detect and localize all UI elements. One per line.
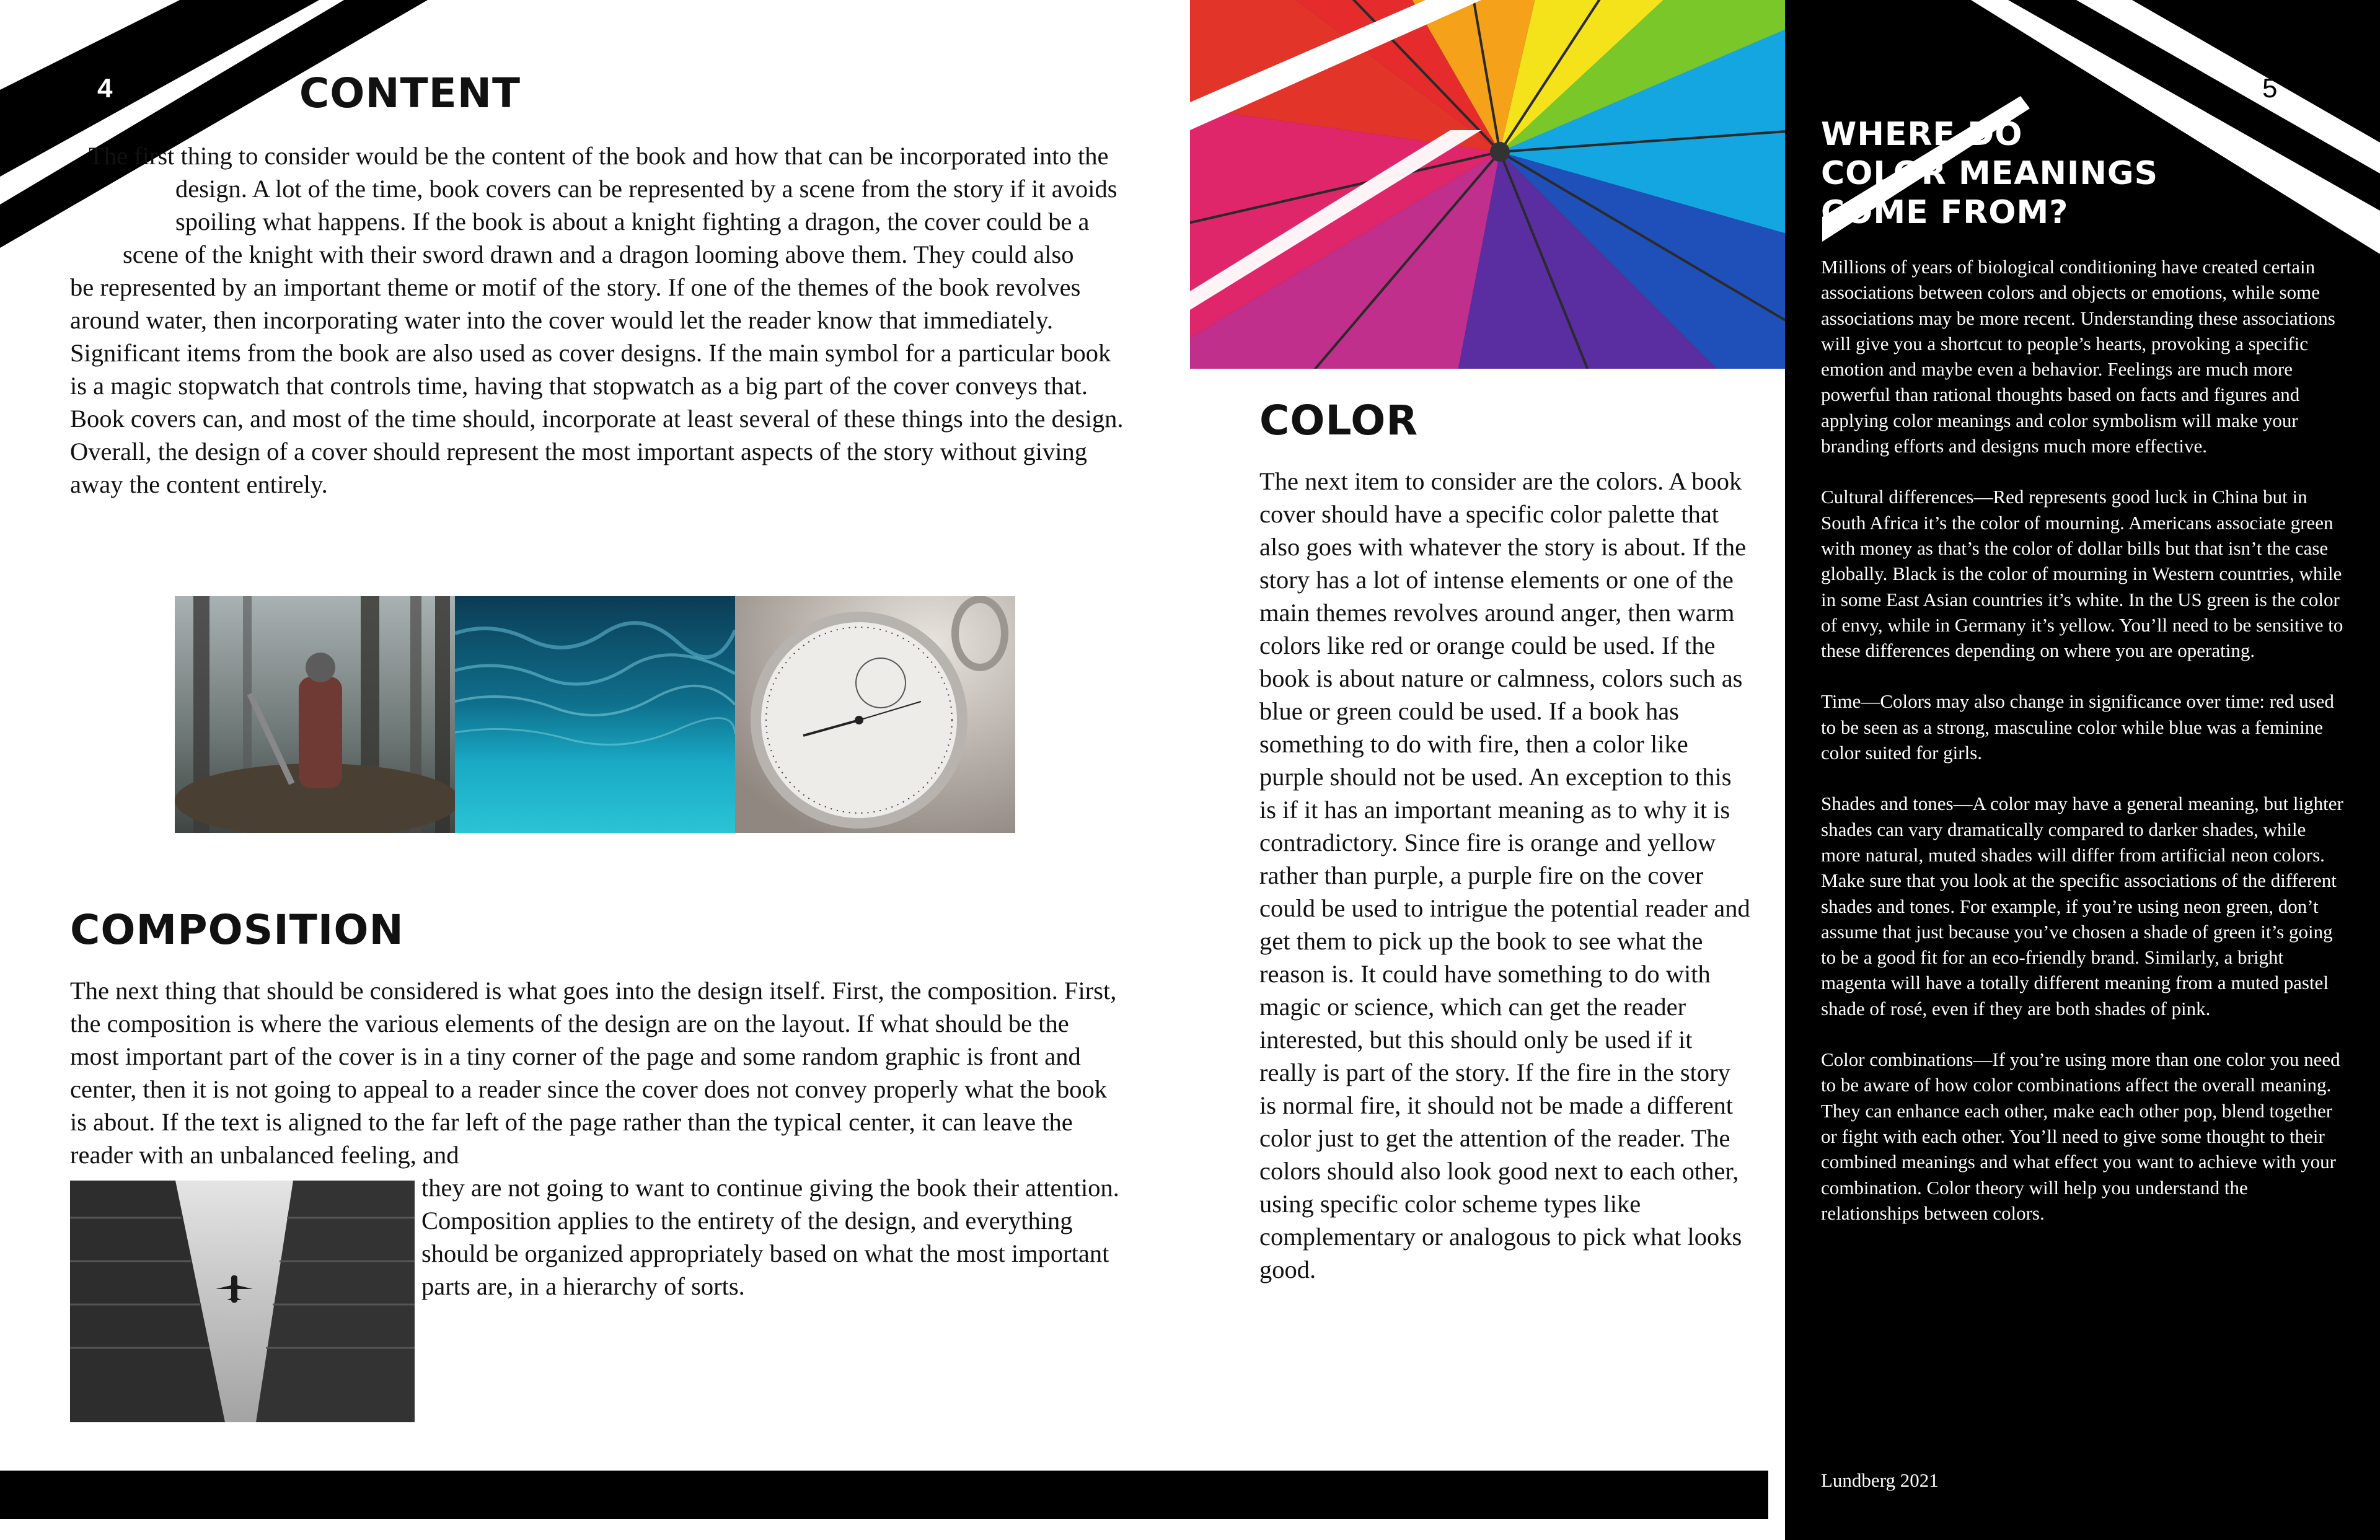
sidebar-heading-line-2: COLOR MEANINGS [1821,155,2159,192]
sidebar-heading [1821,115,2329,232]
sidebar-footer: Lundberg 2021 [1821,1469,1939,1491]
sidebar-paragraph-3: Time—Colors may also change in significance over time: red used to be seen as a strong, masculine color while blue was a feminine color suited for girls. [1821,690,2334,764]
underwater-photo [455,596,735,833]
content-heading: CONTENT [299,69,521,117]
page-number-right: 5 [2262,73,2278,103]
sidebar-paragraph-5: Color combinations—If you’re using more than one color you need to be aware of how color combinations affect the overall meaning. They can enhance each other, make each other pop, blend together or fight with each other. You’ll need to give some thought to their combined meanings and what effect you want to achieve with your combination. Color theory will help you understand the relationships between colors. [1821,1049,2340,1224]
airplane-between-buildings-photo [70,1181,415,1422]
sidebar-paragraph-2: Cultural differences—Red represents good luck in China but in South Africa it’s the color of mourning. Americans associate green with money as that’s the color of dollar bills but that isn’t the case globally. Black is the color of mourning in Western countries, while in some East Asian countries it’s white. In the US green is the color of envy, while in Germany it’s yellow. You’ll need to be sensitive to these differences depending on where you are operating. [1821,486,2343,662]
sidebar-heading-line-3: COME FROM? [1821,194,2069,231]
sidebar-paragraph-1: Millions of years of biological conditioning have created certain associations between colors and objects or emotions, while some associations may be more recent. Understanding these associations will give you a shortcut to people’s hearts, provoking a specific emotion and maybe even a behavior. Feelings are much more powerful than rational thoughts based on facts and figures and applying color meanings and color symbolism will make your branding efforts and designs much more effective. [1821,256,2335,457]
content-wrap-left-2 [70,174,175,208]
color-body: The next item to consider are the colors. A book cover should have a specific color palette that also goes with whatever the story is about. If the story has a lot of intense elements or one of the main themes revolves around anger, then warm colors like red or orange could be used. If the book is about nature or calmness, colors such as blue or green could be used. If a book has something to do with fire, then a color like purple should not be used. An exception to this is if it has an important meaning as to why it is contradictory. Since fire is orange and yellow rather than purple, a purple fire on the cover could be used to intrigue the potential reader and get them to pick up the book to see what the reason is. It could have something to do with magic or science, which can get the reader interested, but this should only be used if it really is part of the story. If the fire in the story is normal fire, it should not be made a different color just to get the attention of the reader. The colors should also look good next to each other, using specific color scheme types like complementary or analogous to pick what looks good. [1259,467,1750,1283]
page-number-left: 4 [97,73,113,103]
composition-body-top: The next thing that should be considered is what goes into the design itself. First, the composition. First, the composition is where the various elements of the design are on the layout. If what should be the most important part of the cover is in a tiny corner of the page and some random graphic is front and center, then it is not going to appeal to a reader since the cover does not convey properly what the book is about. If the text is aligned to the far left of the page rather than the typical center, it can leave the reader with an unbalanced feeling, and [70,977,1117,1169]
sidebar-body [1821,254,2348,1251]
color-heading: COLOR [1259,397,1419,444]
content-body-text: The first thing to consider would be the content of the book and how that can be incorporated into the design. A lot of the time, book covers can be represented by a scene from the story if it avoids spoiling what happens. If the book is about a knight fighting a dragon, the cover could be a scene of the knight with their sword drawn and a dragon looming above them. They could also be represented by an important theme or motif of the story. If one of the themes of the book revolves around water, then incorporating water into the cover would let the reader know that immediately. Significant items from the book are also used as cover designs. If the main symbol for a particular book is a magic stopwatch that controls time, having that stopwatch as a big part of the cover conveys that. Book covers can, and most of the time should, incorporate at least several of these things into the design. Overall, the design of a cover should represent the most important aspects of the story without giving away the content entirely. [70,142,1124,498]
composition-heading: COMPOSITION [70,906,404,954]
knight-in-forest-photo [175,596,455,833]
rainbow-umbrella-photo [1190,0,1785,369]
sidebar-heading-line-1: WHERE DO [1821,116,2023,153]
content-wrap-right [1099,208,1124,307]
sidebar-panel [1785,0,2380,1540]
stopwatch-photo [735,596,1015,833]
content-body [70,139,1124,501]
bottom-bar [0,1471,1768,1519]
sidebar-paragraph-4: Shades and tones—A color may have a general meaning, but lighter shades can vary dramatically compared to darker shades, while more natural, muted shades will differ from artificial neon colors. Make sure that you look at the specific associations of the different shades and tones. For example, if you’re using neon green, don’t assume that just because you’ve chosen a shade of green it’s going to be a good fit for an eco-friendly brand. Similarly, a bright magenta will have a totally different meaning from a muted pastel shade of rosé, even if they are both shades of pink. [1821,793,2343,1019]
composition-body-wrap: they are not going to want to continue giving the book their attention. Composition applies to the entirety of the design, and everything should be organized appropriately based on what the most important parts are, in a hierarchy of sorts. [421,1174,1119,1300]
content-wrap-left [70,139,89,174]
content-wrap-left-3 [70,208,123,242]
